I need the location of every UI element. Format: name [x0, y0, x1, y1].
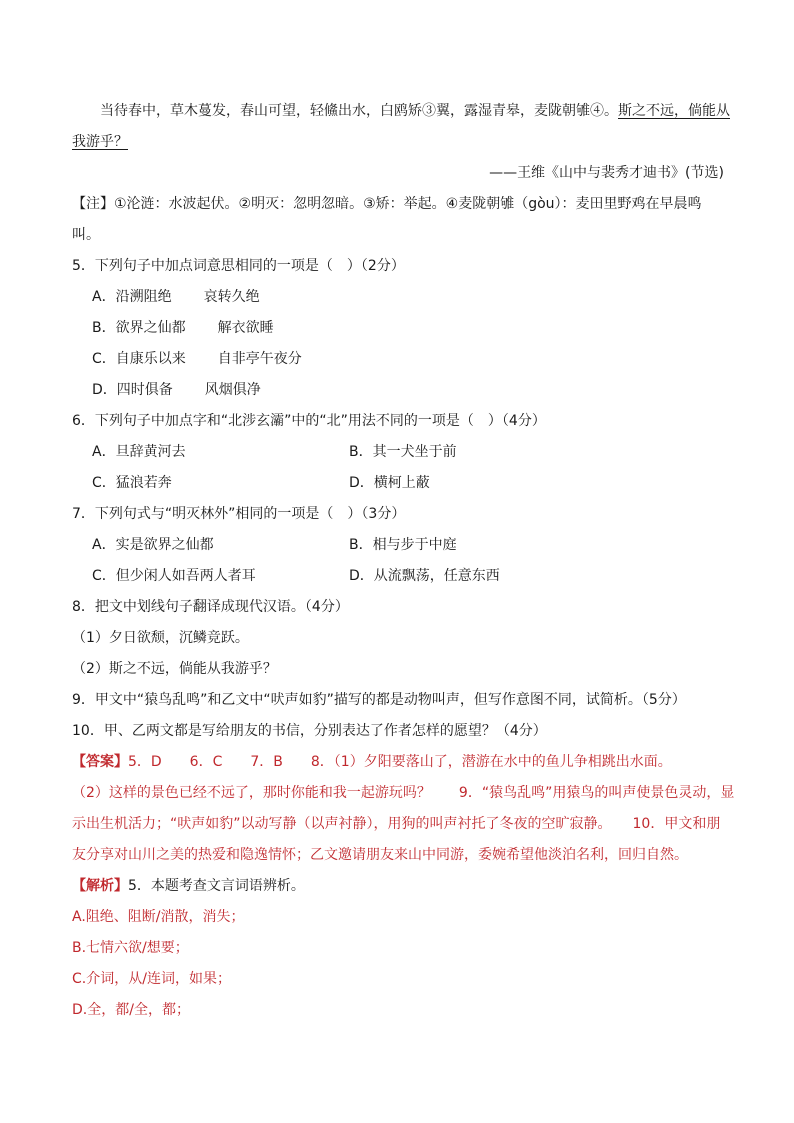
- passage-underlined-text-2: 我游乎？: [72, 134, 128, 150]
- passage-underlined-text: 斯之不远，倘能从: [618, 103, 730, 119]
- question-8-stem: 8．把文中划线句子翻译成现代汉语。（4分）: [72, 599, 349, 615]
- question-7-option-c: C．但少闲人如吾两人者耳: [92, 568, 256, 584]
- question-5-option-a: [72, 282, 724, 313]
- question-5-option-d: [72, 375, 724, 406]
- option-a-text: A．沿溯阻绝: [92, 289, 172, 305]
- option-c-compare: 自非亭午夜分: [217, 351, 302, 367]
- option-b-compare: 解衣欲睡: [217, 320, 274, 336]
- option-a-compare: 哀转久绝: [203, 289, 260, 305]
- answer-line-2: （2）这样的景色已经不远了，那时你能和我一起游玩吗？ 9．“猿鸟乱鸣”用猿鸟的叫声使景色灵动，显: [72, 785, 735, 801]
- question-7-option-d: D．从流飘荡，任意东西: [349, 568, 500, 584]
- question-7-option-a: A．实是欲界之仙都: [92, 537, 214, 553]
- question-8-sub-2: （2）斯之不远，倘能从我游乎？: [72, 661, 277, 677]
- option-d-text: D．四时俱备: [92, 382, 173, 398]
- question-6-option-d: D．横柯上蔽: [349, 475, 430, 491]
- analysis-line: [72, 871, 724, 902]
- passage-line-1: [72, 96, 730, 127]
- passage-text: 当待春中，草木蔓发，春山可望，轻鯈出水，白鸥矫③翼，露湿青皋，麦陇朝雊④。: [100, 103, 618, 119]
- answer-label: 【答案】: [72, 754, 128, 770]
- passage-line-2: [72, 127, 724, 158]
- question-6-option-b: B．其一犬坐于前: [349, 444, 457, 460]
- question-10-stem: 10．甲、乙两文都是写给朋友的书信，分别表达了作者怎样的愿望？（4分）: [72, 723, 547, 739]
- analysis-item-a: A.阻绝、阻断/消散，消失；: [72, 909, 245, 925]
- question-6-option-c: C．猛浪若奔: [92, 475, 172, 491]
- option-b-text: B．欲界之仙都: [92, 320, 186, 336]
- answer-line-4: 友分享对山川之美的热爱和隐逸情怀；乙文邀请朋友来山中同游，委婉希望他淡泊名利，回归自然。: [72, 847, 688, 863]
- option-c-text: C．自康乐以来: [92, 351, 186, 367]
- question-7-option-b: B．相与步于中庭: [349, 537, 457, 553]
- question-6-options: [72, 437, 724, 499]
- analysis-label: 【解析】: [72, 878, 128, 894]
- option-d-compare: 风烟俱净: [204, 382, 261, 398]
- answer-line-3: 示出生机活力；“吠声如豹”以动写静（以声衬静），用狗的叫声衬托了冬夜的空旷寂静。 10．甲文和朋: [72, 816, 721, 832]
- question-5-stem: 5．下列句子中加点词意思相同的一项是（ ）（2分）: [72, 258, 405, 274]
- question-7-stem: 7．下列句式与“明灭林外”相同的一项是（ ）（3分）: [72, 506, 406, 522]
- question-9-stem: 9．甲文中“猿鸟乱鸣”和乙文中“吠声如豹”描写的都是动物叫声，但写作意图不同，试简析。（5分）: [72, 692, 686, 708]
- analysis-item-b: B.七情六欲/想要；: [72, 940, 189, 956]
- passage-source: ——王维《山中与裴秀才迪书》(节选): [489, 165, 724, 181]
- question-7-options: [72, 530, 724, 592]
- question-5-option-b: [72, 313, 724, 344]
- answer-text-1: 5．D 6．C 7．B 8．（1）夕阳要落山了，潜游在水中的鱼儿争相跳出水面。: [128, 754, 672, 770]
- question-8-sub-1: （1）夕日欲颓，沉鳞竞跃。: [72, 630, 249, 646]
- question-6-option-a: A．旦辞黄河去: [92, 444, 186, 460]
- question-6-stem: 6．下列句子中加点字和“北涉玄灞”中的“北”用法不同的一项是（ ）（4分）: [72, 413, 546, 429]
- document-page: [72, 96, 735, 1026]
- answer-line-1: [72, 747, 724, 778]
- analysis-item-c: C.介词，从/连词，如果；: [72, 971, 231, 987]
- passage-note-line-2: 叫。: [72, 227, 100, 243]
- analysis-title: 5．本题考查文言词语辨析。: [128, 878, 305, 894]
- passage-note-line-1: 【注】①沦涟：水波起伏。②明灭：忽明忽暗。③矫：举起。④麦陇朝雊（gòu）：麦田里野鸡在早晨鸣: [72, 196, 702, 212]
- question-5-option-c: [72, 344, 724, 375]
- analysis-item-d: D.全，都/全，都；: [72, 1002, 190, 1018]
